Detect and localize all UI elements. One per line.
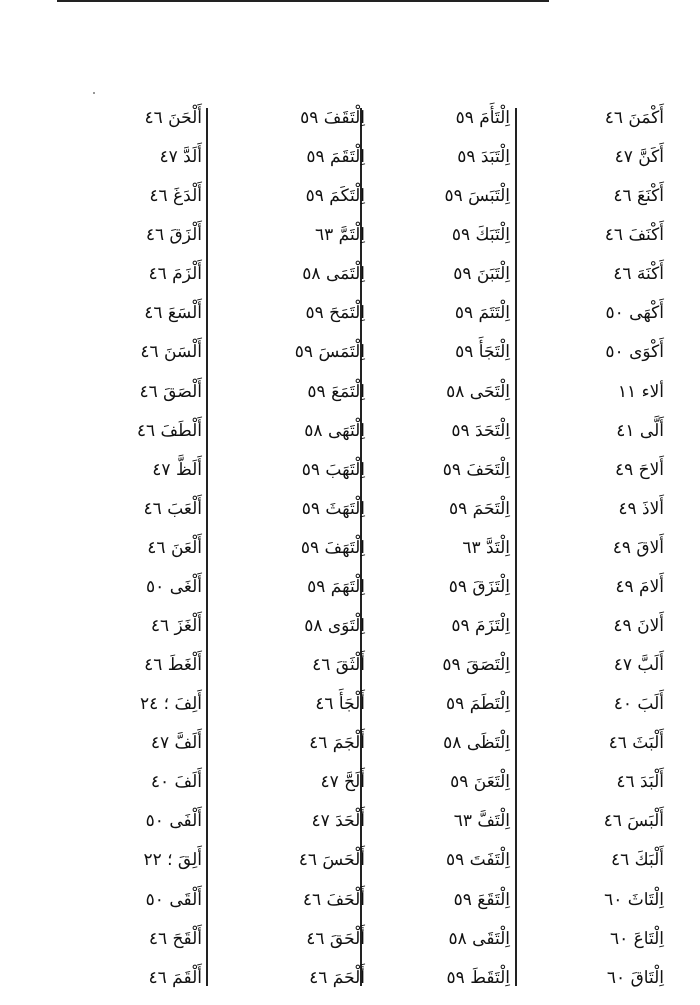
index-entry: أَلْجَأَ ٤٦ — [315, 694, 365, 715]
index-entry: أَلْجَمَ ٤٦ — [309, 733, 365, 754]
index-entry: اِلْتَمَسَ ٥٩ — [294, 342, 365, 363]
index-entry: أَلْصَقَ ٤٦ — [139, 381, 202, 402]
column-divider — [515, 108, 517, 986]
index-entry: أَكْمَنَ ٤٦ — [604, 108, 664, 128]
index-entry: أَلَظَّ ٤٧ — [152, 459, 202, 480]
index-entry: اِلْتَمَعَ ٥٩ — [307, 381, 365, 402]
index-entry: أَلْطَفَ ٤٦ — [136, 420, 202, 441]
index-entry: اِلْتَحَدَ ٥٩ — [451, 420, 510, 441]
index-entry: اِلْتَمَحَ ٥٩ — [305, 303, 365, 324]
index-entry: اِلْتَحَى ٥٨ — [446, 381, 510, 402]
index-entry: اِلْتَفَتَ ٥٩ — [446, 850, 510, 871]
index-entry: أَلِفَ ؛ ٢٤ — [140, 694, 202, 715]
index-entry: اِلْتَظَى ٥٨ — [443, 733, 510, 754]
index-entry: أَلْسَعَ ٤٦ — [144, 303, 202, 324]
index-entry: أَلْبَدَ ٤٦ — [616, 772, 664, 793]
index-entry: أَلَحَّ ٤٧ — [320, 772, 365, 793]
index-entry: أَلاحَ ٤٩ — [614, 459, 664, 480]
index-entry: أَلْبَكَ ٤٦ — [610, 850, 664, 871]
index-entry: أَلْغَى ٥٠ — [146, 576, 202, 597]
index-entry: أَلْثَقَ ٤٦ — [312, 655, 365, 676]
column-divider — [206, 108, 208, 986]
index-entry: اِلْتَقَفَ ٥٩ — [300, 108, 365, 128]
index-column-2 — [360, 108, 510, 988]
index-entry: أَلْحَمَ ٤٦ — [309, 967, 365, 988]
index-entry: أَكْنَفَ ٤٦ — [604, 225, 664, 246]
index-entry: أَلْفَى ٥٠ — [145, 811, 202, 832]
index-entry: اِلْتَقَعَ ٥٩ — [453, 889, 510, 910]
index-entry: أَلْدَغَ ٤٦ — [149, 186, 202, 207]
index-entry: أَلْعَبَ ٤٦ — [143, 498, 202, 519]
index-entry: أَلِقَ ؛ ٢٢ — [143, 850, 202, 871]
index-entry: أَلْغَطَ ٤٦ — [144, 655, 202, 676]
index-entry: ألاء ١١ — [617, 381, 664, 402]
index-entry: أَلْسَنَ ٤٦ — [140, 342, 202, 363]
index-entry: اِلْتَهَبَ ٥٩ — [301, 459, 365, 480]
stray-dot — [93, 92, 95, 94]
index-entry: اِلْتَبَكَ ٥٩ — [451, 225, 510, 246]
index-entry: اِلْتَحَمَ ٥٩ — [449, 498, 510, 519]
index-entry: اِلْتَاقَ ٦٠ — [606, 967, 664, 988]
index-entry: اِلْتَوَى ٥٨ — [304, 616, 365, 637]
index-entry: أَلْعَنَ ٤٦ — [147, 537, 202, 558]
index-entry: اِلْتَزَمَ ٥٩ — [451, 616, 510, 637]
index-entry: أَلاذَ ٤٩ — [618, 498, 664, 519]
index-entry: اِلْتَمَّ ٦٣ — [314, 225, 365, 246]
index-entry: أَلَبَّ ٤٧ — [613, 655, 664, 676]
index-entry: اِلْتَبَدَ ٥٩ — [457, 147, 510, 168]
index-entry: اِلْتَاثَ ٦٠ — [604, 889, 664, 910]
index-entry: أَلْحَدَ ٤٧ — [311, 811, 365, 832]
index-entry: اِلْتَتَمَ ٥٩ — [454, 303, 510, 324]
index-entry: أَكْهَى ٥٠ — [605, 303, 664, 324]
index-entry: أَلامَ ٤٩ — [615, 576, 664, 597]
index-entry: اِلْتَهَمَ ٥٩ — [307, 576, 365, 597]
index-entry: اِلْتَدَّ ٦٣ — [462, 537, 510, 558]
index-entry: اِلْتَهَى ٥٨ — [304, 420, 365, 441]
index-entry: اِلْتَقَى ٥٨ — [448, 928, 510, 949]
index-entry: اِلْتَطَمَ ٥٩ — [446, 694, 510, 715]
index-entry: أَكْنَعَ ٤٦ — [613, 186, 664, 207]
index-entry: اِلْتَصَقَ ٥٩ — [442, 655, 510, 676]
index-entry: أَكْنَهَ ٤٦ — [613, 264, 664, 285]
index-entry: أَلْقَحَ ٤٦ — [148, 928, 202, 949]
index-entry: اِلْتَحَفَ ٥٩ — [442, 459, 510, 480]
index-column-3 — [215, 108, 365, 988]
index-column-1 — [517, 108, 664, 988]
index-entry: اِلْتَمَى ٥٨ — [302, 264, 365, 285]
index-entry: أَكَنَّ ٤٧ — [614, 147, 664, 168]
index-entry: اِلْتَقَمَ ٥٩ — [306, 147, 365, 168]
index-entry: أَلْزَمَ ٤٦ — [148, 264, 202, 285]
index-entry: أَلْبَثَ ٤٦ — [608, 733, 664, 754]
index-entry: أَلْحَسَ ٤٦ — [298, 850, 365, 871]
index-entry: اِلْتَاعَ ٦٠ — [609, 928, 664, 949]
index-entry: اِلْتَهَفَ ٥٩ — [300, 537, 365, 558]
index-entry: أَلْحَفَ ٤٦ — [302, 889, 365, 910]
index-entry: اِلْتَهَثَ ٥٩ — [301, 498, 365, 519]
index-entry: اِلْتَبَسَ ٥٩ — [444, 186, 510, 207]
index-entry: اِلْتَكَمَ ٥٩ — [305, 186, 365, 207]
index-entry: أَلَدَّ ٤٧ — [159, 147, 202, 168]
index-entry: اِلْتَأَمَ ٥٩ — [455, 108, 510, 128]
index-entry: أَلْحَنَ ٤٦ — [144, 108, 202, 128]
header-rule — [57, 0, 549, 2]
index-entry: أَلاقَ ٤٩ — [612, 537, 664, 558]
index-entry: اِلْتَجَأَ ٥٩ — [455, 342, 510, 363]
index-entry: اِلْتَفَّ ٦٣ — [453, 811, 510, 832]
index-entry: أَلَبَ ٤٠ — [613, 694, 664, 715]
index-entry: أَكْوَى ٥٠ — [605, 342, 664, 363]
index-entry: أَلانَ ٤٩ — [613, 616, 664, 637]
index-entry: أَلَّى ٤١ — [616, 420, 664, 441]
index-entry: أَلْقَى ٥٠ — [145, 889, 202, 910]
index-entry: أَلْقَمَ ٤٦ — [148, 967, 202, 988]
index-entry: أَلْبَسَ ٤٦ — [603, 811, 664, 832]
index-entry: أَلْزَقَ ٤٦ — [145, 225, 202, 246]
index-entry: اِلْتَبَنَ ٥٩ — [453, 264, 510, 285]
index-entry: أَلَفَ ٤٠ — [150, 772, 202, 793]
index-entry: أَلَفَّ ٤٧ — [150, 733, 202, 754]
index-entry: اِلْتَزَقَ ٥٩ — [448, 576, 510, 597]
index-entry: اِلْتَعَنَ ٥٩ — [450, 772, 510, 793]
index-entry: أَلْحَقَ ٤٦ — [306, 928, 365, 949]
index-column-4 — [40, 108, 202, 988]
index-entry: أَلْغَزَ ٤٦ — [150, 616, 202, 637]
index-entry: اِلْتَقَطَ ٥٩ — [446, 967, 510, 988]
